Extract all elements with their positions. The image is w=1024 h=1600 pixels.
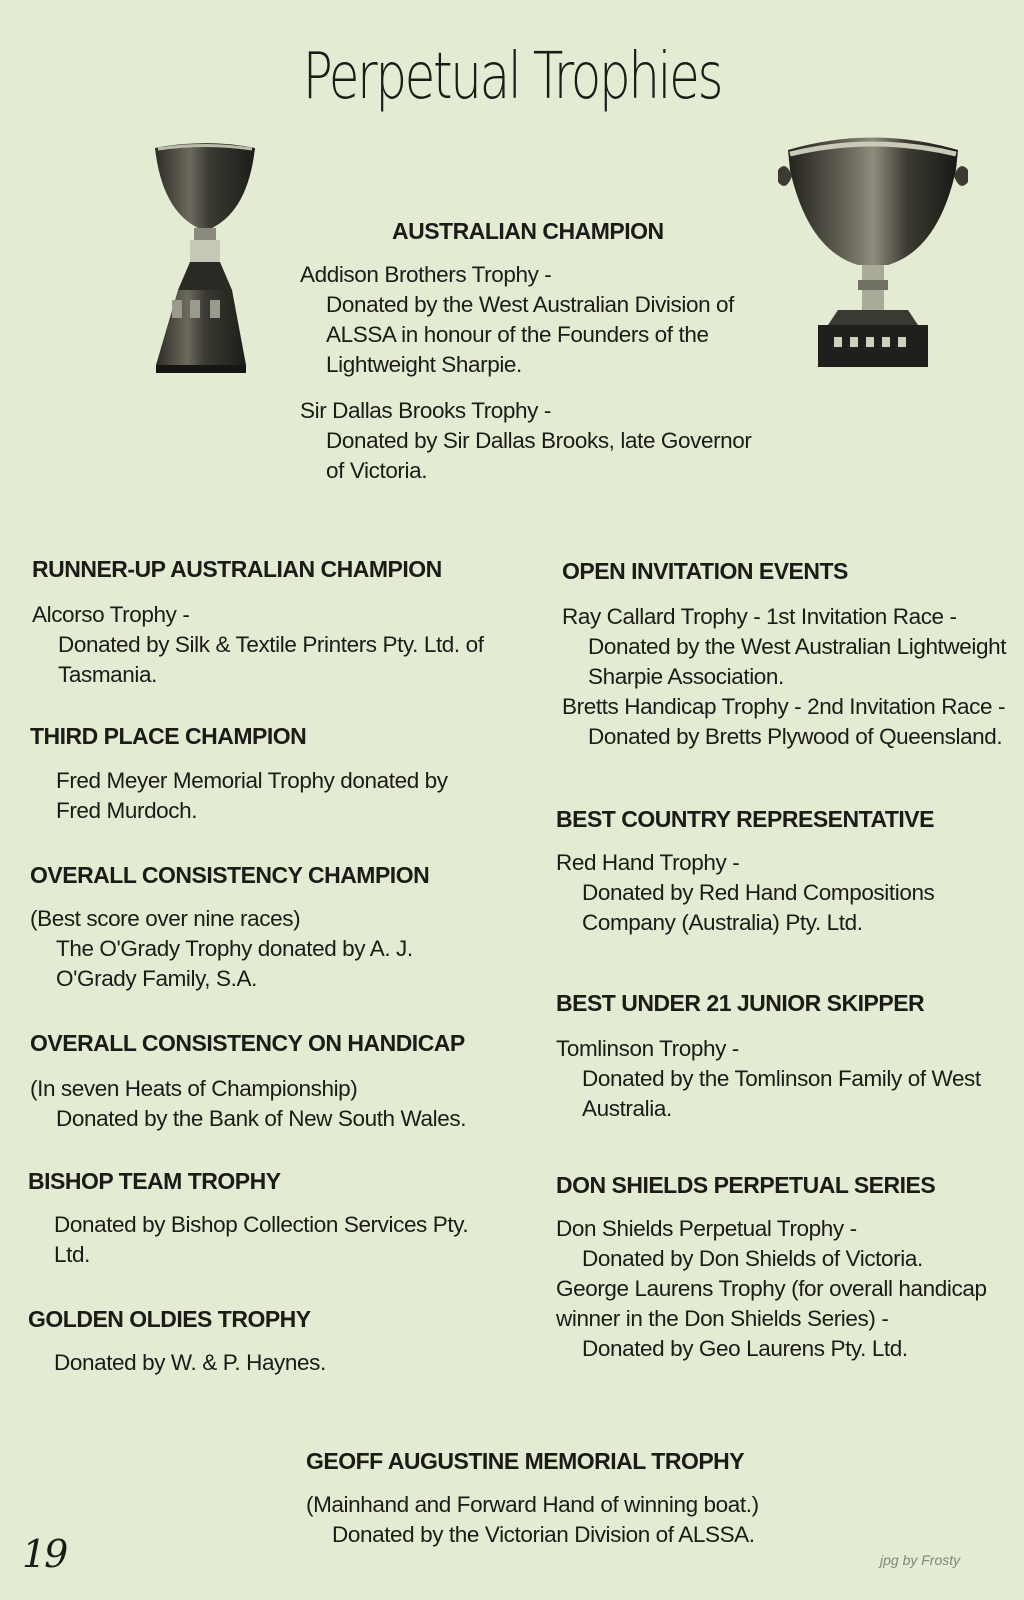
george-laurens-trophy-name: winner in the Don Shields Series) -: [556, 1306, 889, 1331]
best-country-line: Company (Australia) Pty. Ltd.: [582, 910, 863, 935]
best-junior-line: Donated by the Tomlinson Family of West: [582, 1066, 981, 1091]
george-laurens-line: Donated by Geo Laurens Pty. Ltd.: [582, 1336, 908, 1361]
don-shields-line: Donated by Don Shields of Victoria.: [582, 1246, 923, 1271]
golden-oldies-body: [28, 1348, 326, 1378]
bishop-team-body: [28, 1210, 468, 1270]
overall-handicap-heading: OVERALL CONSISTENCY ON HANDICAP: [30, 1030, 465, 1056]
addison-trophy-line: ALSSA in honour of the Founders of the: [326, 322, 709, 347]
best-country-heading: BEST COUNTRY REPRESENTATIVE: [556, 806, 934, 832]
george-laurens-trophy-name: George Laurens Trophy (for overall handicap: [556, 1276, 987, 1301]
bretts-trophy-name: Bretts Handicap Trophy - 2nd Invitation Race -: [562, 694, 1006, 719]
don-shields-trophy-name: Don Shields Perpetual Trophy -: [556, 1216, 857, 1241]
open-invitation-heading: OPEN INVITATION EVENTS: [562, 558, 848, 584]
page-title: Perpetual Trophies: [302, 40, 722, 114]
don-shields-heading: DON SHIELDS PERPETUAL SERIES: [556, 1172, 936, 1198]
overall-consistency-body: [30, 904, 413, 994]
don-shields-body: [556, 1214, 987, 1364]
addison-trophy-line: Donated by the West Australian Division of: [326, 292, 735, 317]
dallas-brooks-trophy-name: Sir Dallas Brooks Trophy -: [300, 398, 551, 423]
third-place-heading: THIRD PLACE CHAMPION: [30, 723, 307, 749]
image-credit: jpg by Frosty: [880, 1552, 961, 1568]
third-place-body: [30, 766, 448, 826]
bretts-trophy-line: Donated by Bretts Plywood of Queensland.: [588, 724, 1003, 749]
addison-trophy-name: Addison Brothers Trophy -: [300, 262, 552, 287]
australian-champion-heading: AUSTRALIAN CHAMPION: [392, 218, 664, 244]
runner-up-line: Donated by Silk & Textile Printers Pty. Ltd. of: [58, 632, 484, 657]
geoff-augustine-line: Donated by the Victorian Division of ALSSA.: [332, 1522, 755, 1547]
runner-up-body: [32, 600, 484, 690]
ray-callard-line: Sharpie Association.: [588, 664, 784, 689]
page-number: 19: [22, 1532, 67, 1576]
addison-trophy-line: Lightweight Sharpie.: [326, 352, 522, 377]
red-hand-trophy-name: Red Hand Trophy -: [556, 850, 740, 875]
golden-oldies-line: Donated by W. & P. Haynes.: [54, 1350, 326, 1375]
best-junior-heading: BEST UNDER 21 JUNIOR SKIPPER: [556, 990, 925, 1016]
best-country-body: [556, 848, 934, 938]
dallas-brooks-trophy-line: Donated by Sir Dallas Brooks, late Governor: [326, 428, 752, 453]
ray-callard-line: Donated by the West Australian Lightweight: [588, 634, 1007, 659]
overall-consistency-note: (Best score over nine races): [30, 906, 301, 931]
geoff-augustine-heading: GEOFF AUGUSTINE MEMORIAL TROPHY: [306, 1448, 745, 1474]
ray-callard-trophy-name: Ray Callard Trophy - 1st Invitation Race -: [562, 604, 957, 629]
runner-up-heading: RUNNER-UP AUSTRALIAN CHAMPION: [32, 556, 442, 582]
bishop-team-line: Donated by Bishop Collection Services Pty.: [54, 1212, 469, 1237]
bishop-team-line: Ltd.: [54, 1242, 90, 1267]
geoff-augustine-body: [306, 1490, 759, 1550]
trophy-bowl-icon: [778, 130, 968, 375]
overall-consistency-line: The O'Grady Trophy donated by A. J.: [56, 936, 413, 961]
tomlinson-trophy-name: Tomlinson Trophy -: [556, 1036, 739, 1061]
overall-handicap-line: Donated by the Bank of New South Wales.: [56, 1106, 467, 1131]
overall-handicap-body: [30, 1074, 466, 1134]
overall-consistency-heading: OVERALL CONSISTENCY CHAMPION: [30, 862, 430, 888]
australian-champion-entries: [300, 260, 752, 486]
best-country-line: Donated by Red Hand Compositions: [582, 880, 935, 905]
best-junior-body: [556, 1034, 981, 1124]
trophy-cup-icon: [150, 140, 260, 375]
golden-oldies-heading: GOLDEN OLDIES TROPHY: [28, 1306, 311, 1332]
alcorso-trophy-name: Alcorso Trophy -: [32, 602, 190, 627]
third-place-line: Fred Murdoch.: [56, 798, 198, 823]
best-junior-line: Australia.: [582, 1096, 672, 1121]
dallas-brooks-trophy-line: of Victoria.: [326, 458, 428, 483]
runner-up-line: Tasmania.: [58, 662, 157, 687]
third-place-line: Fred Meyer Memorial Trophy donated by: [56, 768, 448, 793]
overall-consistency-line: O'Grady Family, S.A.: [56, 966, 257, 991]
geoff-augustine-note: (Mainhand and Forward Hand of winning boat.): [306, 1492, 759, 1517]
bishop-team-heading: BISHOP TEAM TROPHY: [28, 1168, 281, 1194]
open-invitation-body: [562, 602, 1006, 752]
overall-handicap-note: (In seven Heats of Championship): [30, 1076, 358, 1101]
